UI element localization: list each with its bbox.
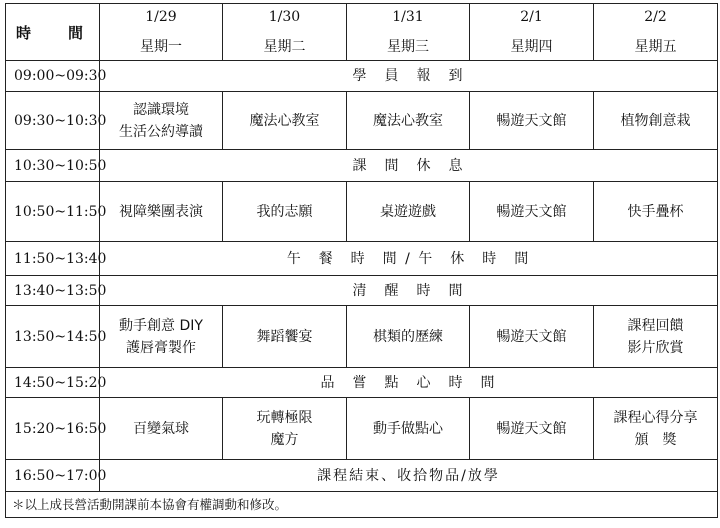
time-slot: 13:40~13:50 — [6, 276, 100, 306]
activity-cell — [100, 306, 223, 368]
schedule-row — [6, 242, 718, 276]
day-header-tue — [223, 4, 347, 61]
schedule-row — [6, 61, 718, 92]
activity-cell — [470, 182, 594, 242]
activity-line: 魔法心教室 — [373, 112, 443, 129]
activity-cell — [223, 92, 347, 150]
activity-line: 暢遊天文館 — [496, 328, 567, 345]
time-slot: 16:50~17:00 — [6, 460, 100, 492]
activity-line: 舞蹈饗宴 — [256, 328, 313, 345]
activity-line: 暢遊天文館 — [496, 420, 567, 437]
schedule-row — [6, 460, 718, 492]
day-date: 1/29 — [145, 9, 177, 25]
schedule-row — [6, 368, 718, 398]
time-slot: 11:50~13:40 — [6, 242, 100, 276]
activity-line: 動手創意 DIY — [119, 317, 203, 334]
activity-line: 魔方 — [270, 431, 299, 448]
time-slot: 15:20~16:50 — [6, 398, 100, 460]
activity-cell — [470, 306, 594, 368]
activity-cell — [223, 306, 347, 368]
day-header-mon — [100, 4, 223, 61]
footnote: ＊以上成長營活動開課前本協會有權調動和修改。 — [6, 492, 718, 518]
day-date: 2/2 — [644, 9, 667, 25]
activity-line: 桌遊遊戲 — [380, 203, 436, 220]
day-weekday: 星期三 — [387, 39, 429, 55]
day-weekday: 星期二 — [263, 39, 306, 55]
activity-line: 植物創意栽 — [620, 112, 691, 129]
shared-activity: 品 嘗 點 心 時 間 — [100, 368, 718, 398]
time-slot: 09:00~09:30 — [6, 61, 100, 92]
shared-activity: 課 間 休 息 — [100, 150, 718, 182]
day-date: 1/31 — [392, 9, 424, 25]
activity-cell — [594, 182, 718, 242]
activity-cell — [223, 398, 347, 460]
activity-line: 課程回饋 — [627, 317, 684, 334]
activity-cell — [594, 398, 718, 460]
activity-cell — [347, 306, 470, 368]
activity-line: 棋類的歷練 — [373, 328, 443, 345]
activity-line: 頒 獎 — [634, 431, 677, 448]
shared-activity: 清 醒 時 間 — [100, 276, 718, 306]
activity-cell — [100, 92, 223, 150]
day-date: 2/1 — [520, 9, 543, 25]
schedule-table — [5, 3, 718, 518]
schedule-row — [6, 306, 718, 368]
time-slot: 09:30~10:30 — [6, 92, 100, 150]
time-slot: 10:30~10:50 — [6, 150, 100, 182]
activity-line: 課程心得分享 — [613, 409, 698, 426]
activity-cell — [470, 92, 594, 150]
activity-cell — [100, 182, 223, 242]
activity-cell — [223, 182, 347, 242]
activity-line: 護唇膏製作 — [126, 339, 196, 356]
day-weekday: 星期一 — [140, 39, 182, 55]
activity-line: 認識環境 — [133, 101, 189, 118]
activity-cell — [100, 398, 223, 460]
activity-line: 暢遊天文館 — [496, 203, 567, 220]
schedule-row — [6, 92, 718, 150]
activity-line: 生活公約導讀 — [119, 123, 203, 140]
day-weekday: 星期四 — [510, 39, 553, 55]
activity-line: 百變氣球 — [133, 420, 189, 437]
activity-line: 視障樂團表演 — [119, 203, 203, 220]
footnote-row — [6, 492, 718, 518]
shared-activity: 學 員 報 到 — [100, 61, 718, 92]
shared-activity: 課程結束、收拾物品/放學 — [100, 460, 718, 492]
activity-line: 影片欣賞 — [627, 339, 684, 356]
time-slot: 14:50~15:20 — [6, 368, 100, 398]
day-header-thu — [470, 4, 594, 61]
schedule-row — [6, 150, 718, 182]
activity-cell — [347, 92, 470, 150]
day-header-fri — [594, 4, 718, 61]
activity-line: 玩轉極限 — [256, 409, 313, 426]
time-header — [6, 4, 100, 61]
activity-cell — [347, 398, 470, 460]
activity-cell — [594, 92, 718, 150]
header-row — [6, 4, 718, 61]
activity-line: 我的志願 — [256, 203, 313, 220]
activity-line: 魔法心教室 — [249, 112, 320, 129]
time-header-char-2: 間 — [68, 24, 84, 42]
activity-line: 快手疊杯 — [627, 203, 684, 220]
activity-cell — [594, 306, 718, 368]
schedule-row — [6, 182, 718, 242]
activity-cell — [347, 182, 470, 242]
time-header-char-1: 時 — [16, 24, 32, 42]
time-slot: 13:50~14:50 — [6, 306, 100, 368]
shared-activity: 午 餐 時 間 / 午 休 時 間 — [100, 242, 718, 276]
activity-cell — [470, 398, 594, 460]
schedule-row — [6, 276, 718, 306]
day-date: 1/30 — [268, 9, 301, 25]
day-weekday: 星期五 — [634, 39, 677, 55]
activity-line: 動手做點心 — [373, 420, 443, 437]
time-slot: 10:50~11:50 — [6, 182, 100, 242]
activity-line: 暢遊天文館 — [496, 112, 567, 129]
schedule-row — [6, 398, 718, 460]
day-header-wed — [347, 4, 470, 61]
